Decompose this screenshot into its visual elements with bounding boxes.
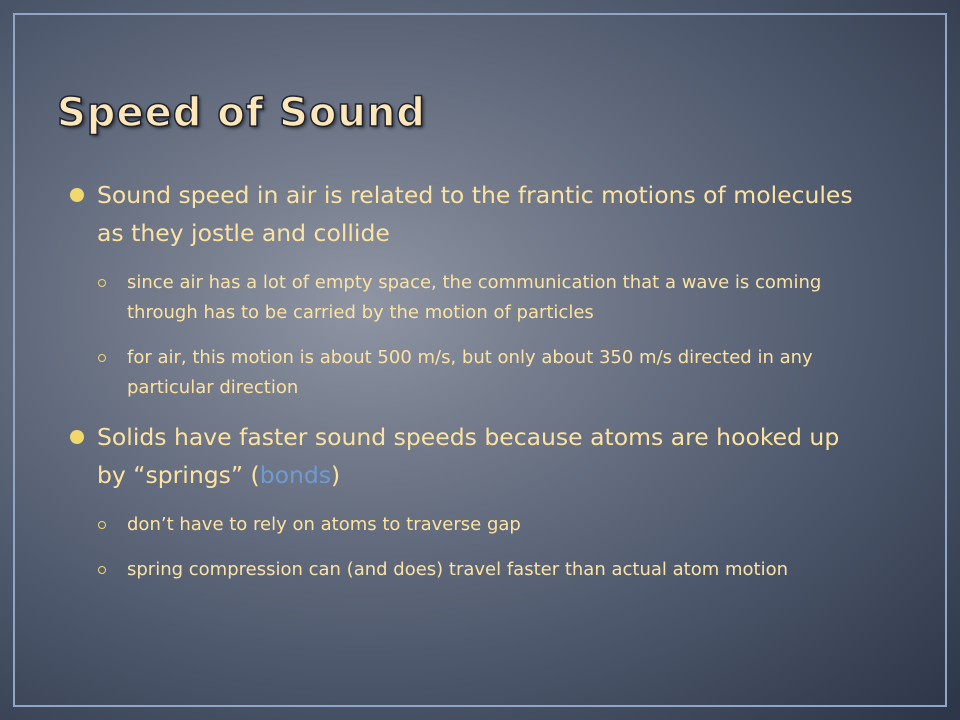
bullet-1-text: Sound speed in air is related to the frantic motions of molecules as they jostle and collide: [97, 181, 853, 247]
bullet-ring-icon: [98, 279, 106, 287]
bullet-1-sub-1-text: since air has a lot of empty space, the communication that a wave is coming through has to be carried by the motion of particles: [127, 272, 822, 323]
bullet-dot-icon: [70, 188, 84, 202]
bullet-1-sub-1: [98, 268, 860, 328]
bullet-ring-icon: [98, 521, 106, 529]
bullet-2-text-before: Solids have faster sound speeds because atoms are hooked up by “springs” (: [97, 423, 840, 489]
bonds-highlight-text: bonds: [259, 461, 332, 489]
bullet-2-sub-1-text: don’t have to rely on atoms to traverse gap: [127, 514, 521, 535]
bullet-2-sub-1: [98, 510, 860, 540]
bullet-2: [70, 418, 860, 494]
bullet-ring-icon: [98, 566, 106, 574]
bullet-ring-icon: [98, 354, 106, 362]
slide-body: [70, 176, 860, 600]
bullet-2-sub-2: [98, 555, 860, 585]
bullet-1: [70, 176, 860, 252]
bullet-1-sub-2-text: for air, this motion is about 500 m/s, but only about 350 m/s directed in any particular direction: [127, 347, 813, 398]
bullet-dot-icon: [70, 430, 84, 444]
bullet-2-sub-2-text: spring compression can (and does) travel faster than actual atom motion: [127, 559, 788, 580]
slide-title: Speed of Sound: [57, 90, 426, 136]
bullet-2-text-after: ): [331, 461, 341, 489]
bullet-1-sub-2: [98, 343, 860, 403]
